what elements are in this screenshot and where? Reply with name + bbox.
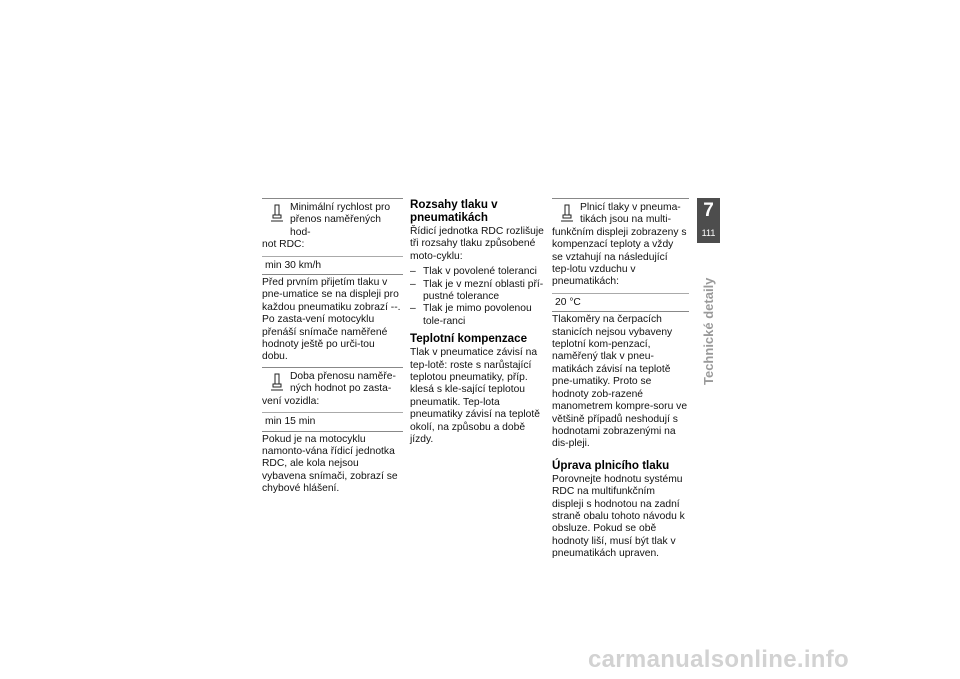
- databox-text-first: Plnicí tlaky v pneuma-tikách jsou na multi-: [580, 202, 681, 226]
- gauge-icon: [270, 373, 284, 393]
- chapter-tab: [697, 198, 720, 243]
- watermark: carmanualsonline.info: [588, 646, 850, 673]
- pressure-range-list: [410, 266, 544, 328]
- column-3: [552, 198, 689, 564]
- databox-value: 20 °C: [552, 293, 689, 311]
- section-heading: Teplotní kompenzace: [410, 332, 528, 346]
- paragraph: Řídicí jednotka RDC rozlišuje tři rozsahy tlaku způsobené moto-cyklu:: [410, 226, 544, 262]
- databox-value: min 30 km/h: [262, 256, 403, 274]
- column-2: [410, 198, 544, 450]
- chapter-number: 7: [703, 200, 714, 221]
- gauge-icon: [270, 204, 284, 224]
- page-number: 111: [701, 228, 716, 238]
- databox-text-rest: funkčním displeji zobrazeny s kompenzací teploty a vždy se vztahují na následující tep-lotu vzduchu v pneumatikách:: [552, 226, 687, 288]
- list-item: – Tlak je mimo povolenou tole-ranci: [410, 303, 544, 328]
- temperature-databox: [552, 198, 689, 312]
- list-item: – Tlak v povolené toleranci: [410, 266, 544, 278]
- paragraph: Tlakoměry na čerpacích stanicích nejsou vybaveny teplotní kom-penzací, naměřený tlak v pneu-matikách závisí na teplotě pne-umatiky. Proto se hodnoty zob-razené manometrem kompre-soru ve většině případů neshodují s hodnotami zobrazenými na dis-pleji.: [552, 314, 688, 450]
- paragraph: Pokud je na motocyklu namonto-vána řídicí jednotka RDC, ale kola nejsou vybavena snímači, zobrazí se chybové hlášení.: [262, 433, 398, 495]
- databox-text-rest: vení vozidla:: [262, 395, 320, 407]
- section-heading: Rozsahy tlaku v pneumatikách: [410, 198, 498, 224]
- min-speed-databox: [262, 198, 403, 275]
- transfer-time-databox: [262, 367, 403, 432]
- databox-value: min 15 min: [262, 412, 403, 430]
- databox-text-first: Minimální rychlost pro přenos naměřených hod-: [290, 202, 391, 238]
- list-item: – Tlak je v mezní oblasti pří-pustné tolerance: [410, 279, 544, 304]
- databox-text-rest: not RDC:: [262, 239, 305, 251]
- gauge-icon: [560, 204, 574, 224]
- paragraph: Tlak v pneumatice závisí na tep-lotě: roste s narůstající teplotou pneumatiky, příp. klesá s kle-sající teplotou pneumatik. Tep-lota pneumatiky závisí na teplotě okolí, na způsobu a době jízdy.: [410, 347, 540, 446]
- chapter-title: Technické detaily: [701, 277, 716, 385]
- section-heading: Úprava plnicího tlaku: [552, 458, 670, 472]
- paragraph: Porovnejte hodnotu systému RDC na multifunkčním displeji s hodnotou na zadní straně obalu tohoto návodu k obsluze. Pokud se obě hodnoty liší, musí být tlak v pneumatikách upraven.: [552, 473, 685, 560]
- databox-text-first: Doba přenosu naměře-ných hodnot po zasta-: [290, 370, 396, 395]
- paragraph: Před prvním přijetím tlaku v pne-umatice se na displeji pro každou pneumatiku zobrazí --. Po zasta-vení motocyklu přenáší snímače naměřené hodnoty ještě po urči-tou dobu.: [262, 277, 401, 363]
- column-1: [262, 198, 403, 499]
